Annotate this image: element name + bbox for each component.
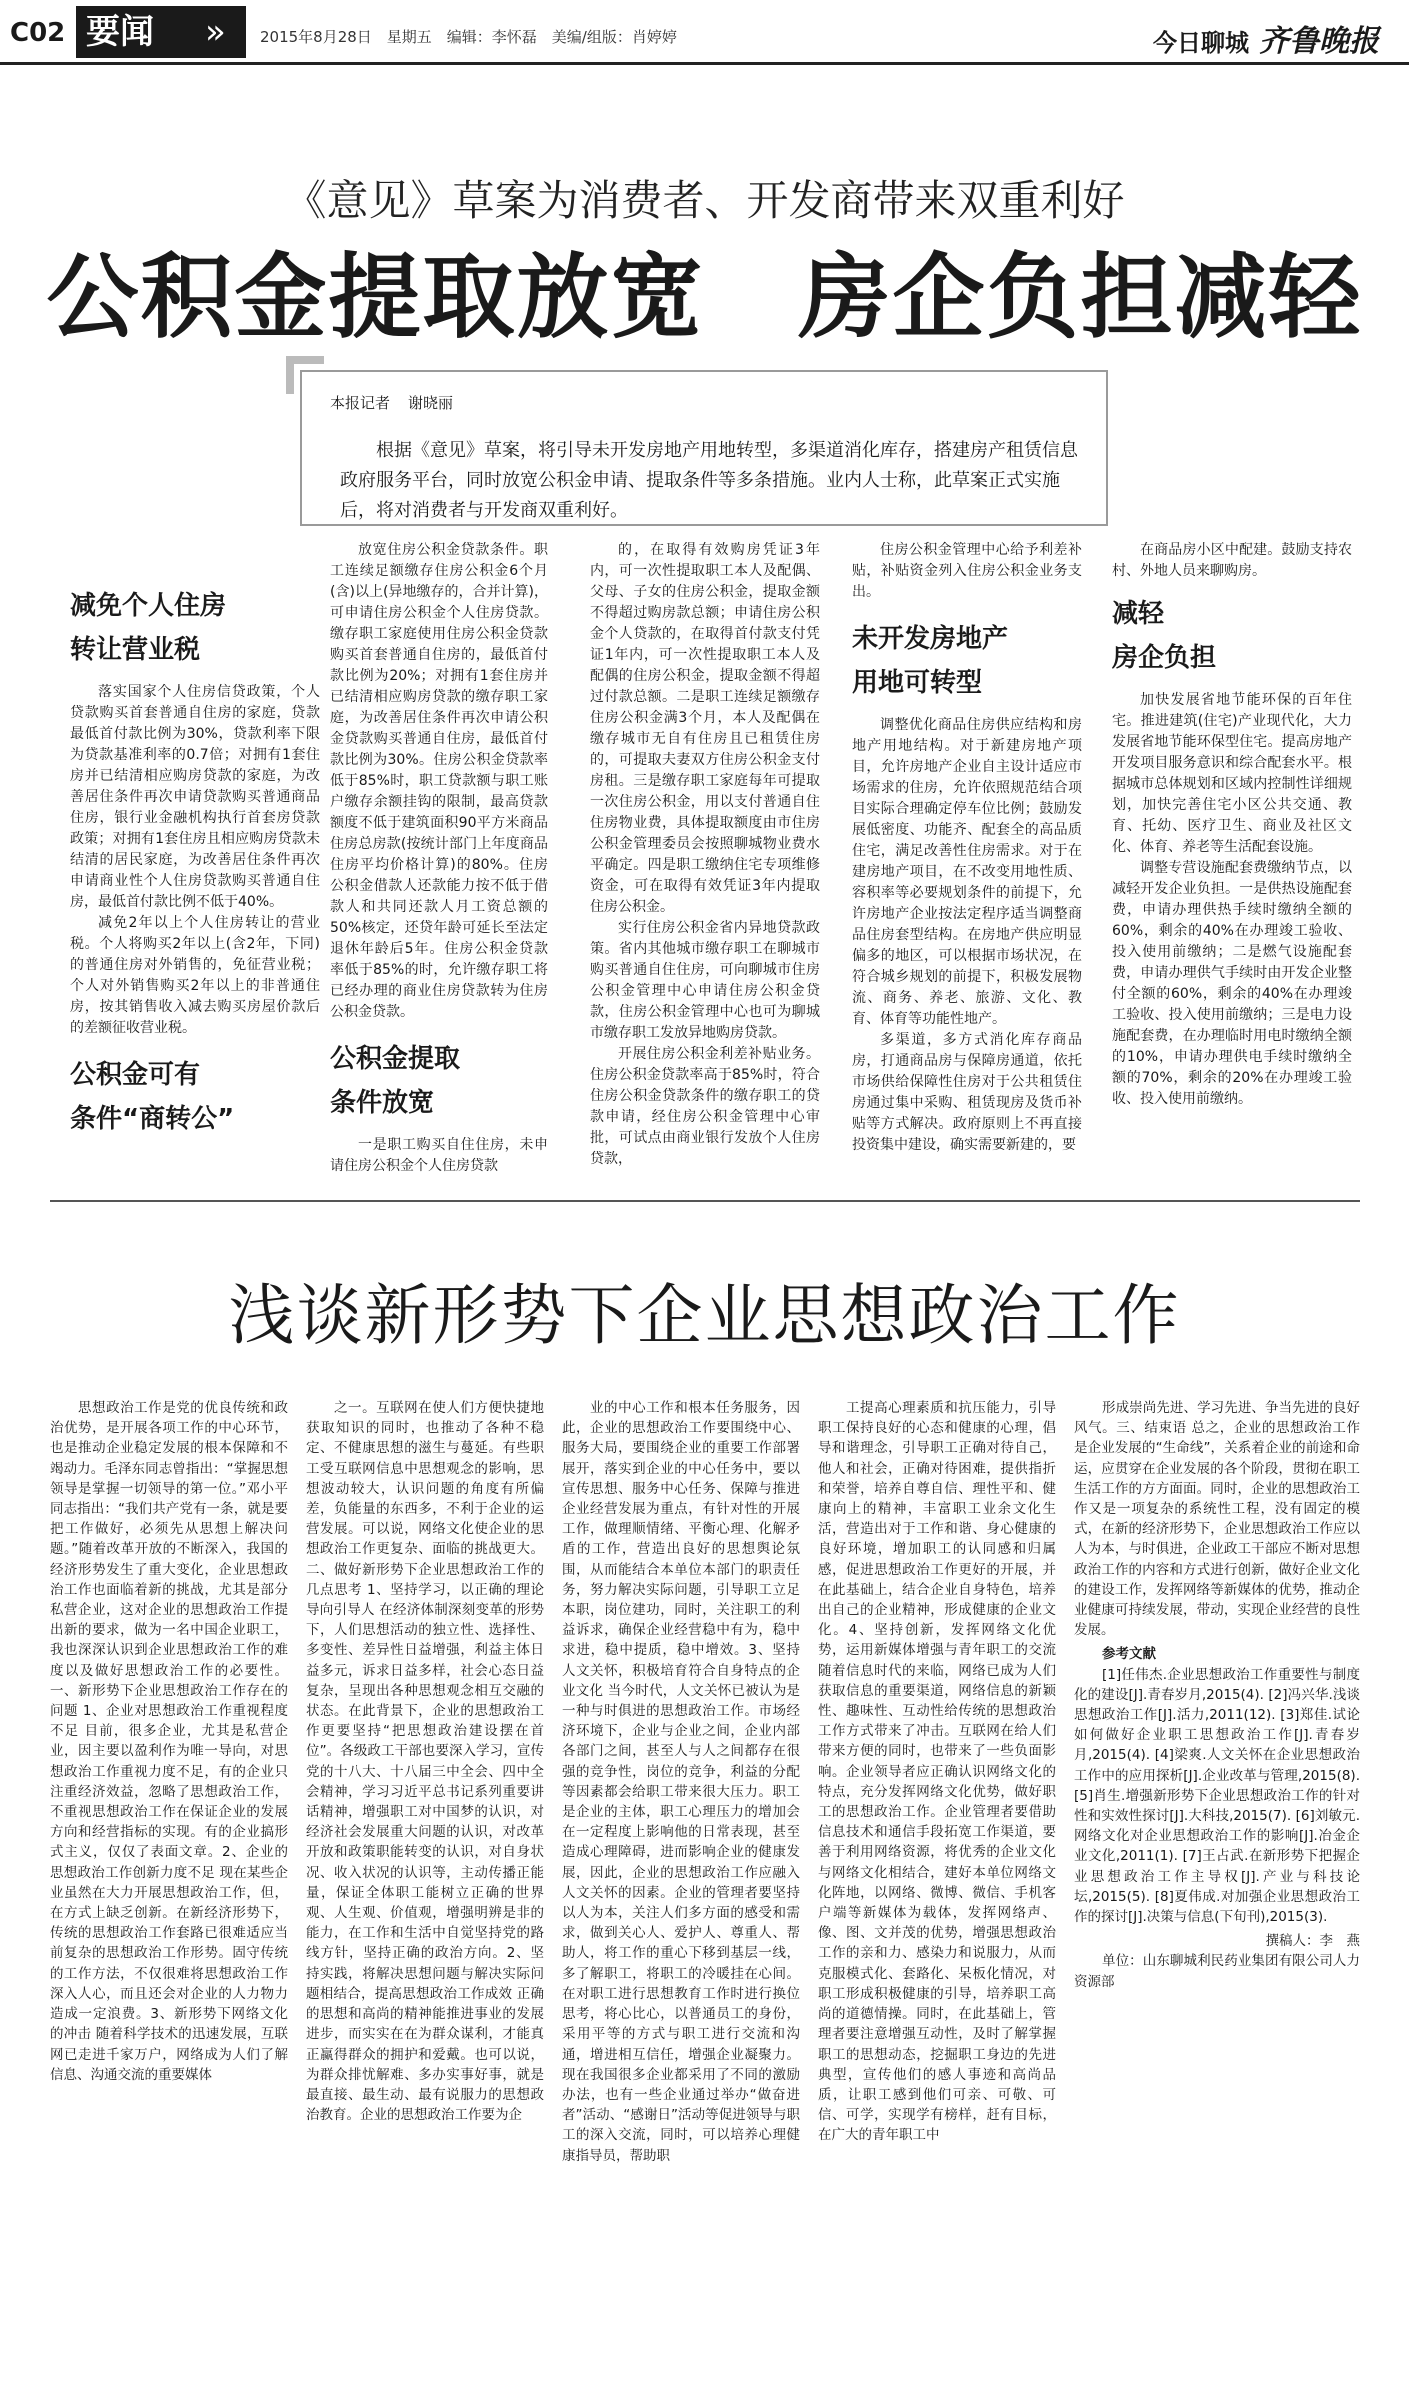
subhead: 公积金提取 条件放宽 (330, 1044, 461, 1118)
lead-summary: 根据《意见》草案，将引导未开发房地产用地转型，多渠道消化库存，搭建房产租赁信息政府服务平台，同时放宽公积金申请、提取条件等多条措施。业内人士称，此草案正式实施后，将对消费者与开发商双重利好。 (340, 440, 1078, 521)
references-title: 参考文献 (1102, 1646, 1156, 1663)
paper-city: 今日聊城 (1153, 29, 1249, 57)
paragraph: 形成崇尚先进、学习先进、争当先进的良好风气。三、结束语 总之，企业的思想政治工作是企业发展的“生命线”，关系着企业的前途和命运，应贯穿在企业发展的各个阶段，贯彻在职工生活工作的方方面面。同时，企业的思想政治工作又是一项复杂的系统性工程，没有固定的模式，在新的经济形势下，企业思想政治工作应以人为本，与时俱进，企业政工干部应不断对思想政治工作的内容和方式进行创新，做好企业文化的建设工作，发挥网络等新媒体的优势，推动企业健康可持续发展，带动，实现企业经营的良性发展。 (1074, 1400, 1360, 1639)
article1-kicker: 《意见》草案为消费者、开发商带来双重利好 (284, 176, 1125, 225)
article1-headline: 公积金提取放宽 房企负担减轻 (46, 244, 1363, 351)
paragraph: 业的中心工作和根本任务服务，因此，企业的思想政治工作要围绕中心、服务大局，要围绕企业的重要工作部署展开，落实到企业的中心任务中，要以宣传思想、服务中心任务、保障与推进企业经营发展为重点，有针对性的开展工作，做理顺情绪、平衡心理、化解矛盾的工作，营造出良好的思想舆论氛围，从而能结合本单位本部门的职责任务，努力解决实际问题，引导职工立足本职，岗位建功，同时，关注职工的利益诉求，确保企业经营稳中有为，稳中求进，稳中提质，稳中增效。3、坚持人文关怀，积极培育符合自身特点的企业文化 当今时代，人文关怀已被认为是一种与时俱进的思想政治工作。市场经济环境下，企业与企业之间，企业内部各部门之间，甚至人与人之间都存在很强的竞争性，岗位的竞争，利益的分配等因素都会给职工带来很大压力。职工是企业的主体，职工心理压力的增加会在一定程度上影响他的日常表现，甚至造成心理障碍，进而影响企业的健康发展，因此，企业的思想政治工作应融入人文关怀的因素。企业的管理者要坚持以人为本，关注人们多方面的感受和需求，做到关心人、爱护人、尊重人、帮助人，将工作的重心下移到基层一线，多了解职工，将职工的冷暖挂在心间。在对职工进行思想教育工作时进行换位思考，将心比心，以普通员工的身份，采用平等的方式与职工进行交流和沟通，增进相互信任，增强企业凝聚力。现在我国很多企业都采用了不同的激励办法，也有一些企业通过举办“做奋进者”活动、“感谢日”活动等促进领导与职工的深入交流，同时，可以培养心理健康指导员，帮助职 (562, 1400, 800, 2164)
article2-headline: 浅谈新形势下企业思想政治工作 (228, 1277, 1181, 1354)
paragraph: 调整优化商品住房供应结构和房地产用地结构。对于新建房地产项目，允许房地产企业自主设计适应市场需求的住房，允许依照规范结合项目实际合理确定停车位比例；鼓励发展低密度、功能齐、配套全的高品质住宅，满足改善性住房需求。对于在建房地产项目，在不改变用地性质、容积率等必要规划条件的前提下，允许房地产企业按法定程序适当调整商品住房套型结构。在房地产供应明显偏多的地区，可以根据市场状况，在符合城乡规划的前提下，积极发展物流、商务、养老、旅游、文化、教育、体育等功能性地产。 (852, 717, 1082, 1027)
subhead: 公积金可有 条件“商转公” (70, 1060, 235, 1134)
paper-name (1153, 16, 1379, 60)
chevron-icon: » (205, 12, 218, 52)
article1-column-4 (852, 540, 1082, 1156)
paragraph: 加快发展省地节能环保的百年住宅。推进建筑(住宅)产业现代化，大力发展省地节能环保型住宅。提高房地产开发项目服务意识和综合配套水平。根据城市总体规划和区域内控制性详细规划，加快完善住宅小区公共交通、教育、托幼、医疗卫生、商业及社区文化、体育、养老等生活配套设施。 (1112, 692, 1352, 855)
byline (330, 392, 453, 413)
paragraph: 实行住房公积金省内异地贷款政策。省内其他城市缴存职工在聊城市购买普通自住住房，可向聊城市住房公积金管理中心申请住房公积金贷款，住房公积金管理中心也可为聊城市缴存职工发放异地购房贷款。 (590, 920, 820, 1041)
paragraph: 调整专营设施配套费缴纳节点，以减轻开发企业负担。一是供热设施配套费，申请办理供热手续时缴纳全额的60%，剩余的40%在办理竣工验收、投入使用前缴纳；二是燃气设施配套费，申请办理供气手续时由开发企业整付全额的60%，剩余的40%在办理竣工验收、投入使用前缴纳；三是电力设施配套费，在办理临时用电时缴纳全额的10%，申请办理供电手续时缴纳全额的70%，剩余的20%在办理竣工验收、投入使用前缴纳。 (1112, 860, 1352, 1107)
article1-column-3 (590, 540, 820, 1170)
subhead: 减免个人住房 转让营业税 (70, 591, 227, 665)
page-number: C02 (10, 18, 66, 48)
paragraph: 一是职工购买自住住房，未申请住房公积金个人住房贷款 (330, 1137, 548, 1174)
reporter-label: 本报记者 (330, 394, 391, 412)
article2-column-5 (1074, 1398, 1360, 2368)
reporter-name: 谢晓丽 (408, 394, 454, 412)
paragraph: 在商品房小区中配建。鼓励支持农村、外地人员来聊购房。 (1112, 542, 1352, 579)
paragraph: 减免2年以上个人住房转让的营业税。个人将购买2年以上(含2年，下同)的普通住房对外销售的，免征营业税；个人对外销售购买2年以上的非普通住房，按其销售收入减去购买房屋价款后的差额征收营业税。 (70, 915, 320, 1036)
paragraph: 落实国家个人住房信贷政策，个人贷款购买首套普通自住房的家庭，贷款最低首付款比例为30%，贷款利率下限为贷款基准利率的0.7倍；对拥有1套住房并已结清相应购房贷款的家庭，为改善居住条件再次申请贷款购买普通商品住房，银行业金融机构执行首套房贷款政策；对拥有1套住房且相应购房贷款未结清的居民家庭，为改善居住条件再次申请商业性个人住房贷款购买普通自住房，最低首付款比例不低于40%。 (70, 684, 320, 910)
article1-column-5 (1112, 540, 1352, 1110)
paragraph: 多渠道，多方式消化库存商品房，打通商品房与保障房通道，依托市场供给保障性住房对于公共租赁住房通过集中采购、租赁现房及货币补贴等方式解决。政府原则上不再直接投资集中建设，确实需要新建的，要 (852, 1032, 1082, 1153)
article1-column-1 (70, 578, 320, 1151)
paragraph: 放宽住房公积金贷款条件。职工连续足额缴存住房公积金6个月(含)以上(异地缴存的，合并计算)，可申请住房公积金个人住房贷款。缴存职工家庭使用住房公积金贷款购买首套普通自住房的，最低首付款比例为20%；对拥有1套住房并已结清相应购房贷款的缴存职工家庭，为改善居住条件再次申请公积金贷款购买普通自住房，最低首付款比例为30%。住房公积金贷款率低于85%时，职工贷款额与职工账户缴存余额挂钩的限制，最高贷款额度不低于建筑面积90平方米商品住房总房款(按统计部门上年度商品住房平均价格计算)的80%。住房公积金借款人还款能力按不低于借款人和共同还款人月工资总额的50%核定，还贷年龄可延长至法定退休年龄后5年。住房公积金贷款率低于85%的时，允许缴存职工将已经办理的商业住房贷款转为住房公积金贷款。 (330, 542, 548, 1020)
section-divider (50, 1200, 1360, 1202)
article2-column-3 (562, 1398, 800, 2368)
author: 撰稿人：李 燕 (1265, 1933, 1360, 1950)
issue-meta: 2015年8月28日 星期五 编辑：李怀磊 美编/组版：肖婷婷 (260, 28, 677, 46)
author-unit: 单位：山东聊城利民药业集团有限公司人力资源部 (1074, 1953, 1360, 1990)
paragraph: 的，在取得有效购房凭证3年内，可一次性提取职工本人及配偶、父母、子女的住房公积金，提取金额不得超过购房款总额；申请住房公积金个人贷款的，在取得首付款支付凭证1年内，可一次性提取职工本人及配偶的住房公积金，提取金额不得超过付款总额。二是职工连续足额缴存住房公积金满3个月，本人及配偶在缴存城市无自有住房且已租赁住房的，可提取夫妻双方住房公积金支付房租。三是缴存职工家庭每年可提取一次住房公积金，用以支付普通自住住房物业费，具体提取额度由市住房公积金管理委员会按照聊城物业费水平确定。四是职工缴纳住宅专项维修资金，可在取得有效凭证3年内提取住房公积金。 (590, 542, 820, 915)
article1-column-2 (330, 540, 548, 1177)
paragraph: 开展住房公积金利差补贴业务。住房公积金贷款率高于85%时，符合住房公积金贷款条件的缴存职工的贷款申请，经住房公积金管理中心审批，可试点由商业银行发放个人住房贷款， (590, 1046, 820, 1167)
paragraph: 之一。互联网在使人们方便快捷地获取知识的同时，也推动了各种不稳定、不健康思想的滋生与蔓延。有些职工受互联网信息中思想观念的影响，思想波动较大，认识问题的角度有所偏差，负能量的东西多，不利于企业的运营发展。可以说，网络文化使企业的思想政治工作更复杂、面临的挑战更大。二、做好新形势下企业思想政治工作的几点思考 1、坚持学习，以正确的理论导向引导人 在经济体制深刻变革的形势下，人们思想活动的独立性、选择性、多变性、差异性日益增强，利益主体日益多元，诉求日益多样，社会心态日益复杂，呈现出各种思想观念相互交融的状态。在此背景下，企业的思想政治工作更要坚持“把思想政治建设摆在首位”。各级政工干部也要深入学习，宣传党的十八大、十八届三中全会、四中全会精神，学习习近平总书记系列重要讲话精神，增强职工对中国梦的认识，对经济社会发展重大问题的认识，对改革开放和政策职能转变的认识，对自身状况、收入状况的认识等，主动传播正能量，保证全体职工能树立正确的世界观、人生观、价值观，增强明辨是非的能力，在工作和生活中自觉坚持党的路线方针，坚持正确的政治方向。2、坚持实践，将解决思想问题与解决实际问题相结合，提高思想政治工作成效 正确的思想和高尚的精神能推进事业的发展进步，而实实在在为群众谋利，才能真正赢得群众的拥护和爱戴。也可以说，为群众排忧解难、多办实事好事，就是最直接、最生动、最有说服力的思想政治教育。企业的思想政治工作要为企 (306, 1400, 544, 2124)
paper-brand-logo: 齐鲁晚报 (1259, 24, 1379, 59)
paragraph: 工提高心理素质和抗压能力，引导职工保持良好的心态和健康的心理，倡导和谐理念，引导职工正确对待自己，他人和社会，正确对待困难，提供指折和荣誉，培养自尊自信、理性平和、健康向上的精神，丰富职工业余文化生活，营造出对于工作和谐、身心健康的良好环境，增加职工的认同感和归属感，促进思想政治工作更好的开展，并在此基础上，结合企业自身特色，培养出自己的企业精神，形成健康的企业文化。4、坚持创新，发挥网络文化优势，运用新媒体增强与青年职工的交流 随着信息时代的来临，网络已成为人们获取信息的重要渠道，网络信息的新颖性、趣味性、互动性给传统的思想政治工作方式带来了冲击。互联网在给人们带来方便的同时，也带来了一些负面影响。企业领导者应正确认识网络文化的特点，充分发挥网络文化优势，做好职工的思想政治工作。企业管理者要借助信息技术和通信手段拓宽工作渠道，要善于利用网络资源，将优秀的企业文化与网络文化相结合，建好本单位网络文化阵地，以网络、微博、微信、手机客户端等新媒体为载体，发挥网络声、像、图、文并茂的优势，增强思想政治工作的亲和力、感染力和说服力，从而克服模式化、套路化、呆板化情况，对职工形成积极健康的引导，培养职工高尚的道德情操。同时，在此基础上，管理者要注意增强互动性，及时了解掌握职工的思想动态，挖掘职工身边的先进典型，宣传他们的感人事迹和高尚品质，让职工感到他们可亲、可敬、可信、可学，实现学有榜样，赶有目标，在广大的青年职工中 (818, 1400, 1056, 2144)
article2-column-2 (306, 1398, 544, 2368)
section-label: 要闻 (76, 6, 246, 58)
references-list: [1]任伟杰.企业思想政治工作重要性与制度化的建设[J].青春岁月,2015(4). [2]冯兴华.浅谈思想政治工作[J].活力,2011(12). [3]郑佳.试论如何做好企业职工思想政治工作[J].青春岁月,2015(4). [4]梁爽.人文关怀在企业思想政治工作中的应用探析[J].企业改革与管理,2015(8). [5]肖生.增强新形势下企业思想政治工作的针对性和实效性探讨[J].大科技,2015(7). [6]刘敏元.网络文化对企业思想政治工作的影响[J].冶金企业文化,2011(1). [7]王占武.在新形势下把握企业思想政治工作主导权[J].产业与科技论坛,2015(5). [8]夏伟成.对加强企业思想政治工作的探讨[J].决策与信息(下旬刊),2015(3). (1074, 1666, 1360, 1926)
article2-column-1 (50, 1398, 288, 2368)
subhead: 减轻 房企负担 (1112, 599, 1217, 673)
paragraph: 思想政治工作是党的优良传统和政治优势，是开展各项工作的中心环节，也是推动企业稳定发展的根本保障和不竭动力。毛泽东同志曾指出：“掌握思想领导是掌握一切领导的第一位。”邓小平同志指出：“我们共产党有一条，就是要把工作做好，必须先从思想上解决问题。”随着改革开放的不断深入，我国的经济形势发生了重大变化，企业思想政治工作也面临着新的挑战，尤其是部分私营企业，这对企业的思想政治工作提出新的要求，做为一名中国企业职工，我也深深认识到企业思想政治工作的难度以及做好思想政治工作的必要性。一、新形势下企业思想政治工作存在的问题 1、企业对思想政治工作重视程度不足 目前，很多企业，尤其是私营企业，因主要以盈利作为唯一导向，对思想政治工作重视力度不足，有的企业只注重经济效益，忽略了思想政治工作，不重视思想政治工作在保证企业的发展方向和经营指标的实现。有的企业搞形式主义，仅仅了表面文章。2、企业的思想政治工作创新力度不足 现在某些企业虽然在大力开展思想政治工作，但，在方式上缺乏创新。在新经济形势下，传统的思想政治工作套路已很难适应当前复杂的思想政治工作形势。固守传统的工作方法，不仅很难将思想政治工作深入人心，而且还会对企业的人力物力造成一定浪费。3、新形势下网络文化的冲击 随着科学技术的迅速发展，互联网已走进千家万户，网络成为人们了解信息、沟通交流的重要媒体 (50, 1400, 288, 2083)
article2-column-4 (818, 1398, 1056, 2368)
paragraph: 住房公积金管理中心给予利差补贴，补贴资金列入住房公积金业务支出。 (852, 542, 1082, 600)
subhead: 未开发房地产 用地可转型 (852, 624, 1009, 698)
